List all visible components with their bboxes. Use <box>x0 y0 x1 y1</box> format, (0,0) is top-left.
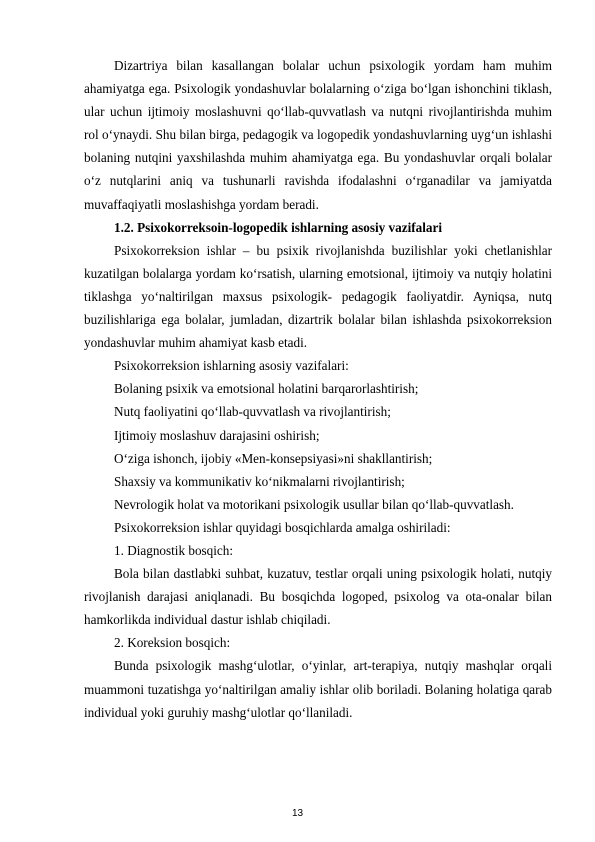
task-item: O‘ziga ishonch, ijobiy «Men-konsepsiyasi»ni shakllantirish; <box>114 450 433 466</box>
stage-1-text: Bola bilan dastlabki suhbat, kuzatuv, testlar orqali uning psixologik holati, nutqiy rivojlanish darajasi aniqlanadi. Bu bosqichda logoped, psixolog va ota-onalar bilan hamkorlikda individual dastur ishlab chiqiladi. <box>84 566 552 628</box>
definition-paragraph: Psixokorreksion ishlar – bu psixik rivojlanishda buzilishlar yoki chetlanishlar kuzatilgan bolalarga yordam ko‘rsatish, ularning emotsional, ijtimoiy va nutqiy holatini tiklashga yo‘naltirilgan maxsus psixologik- pedagogik faoliyatdir. Ayniqsa, nutq buzilishlariga ega bolalar, jumladan, dizartrik bolalar bilan ishlashda psixokorreksion yondashuvlar muhim ahamiyat kasb etadi. <box>84 242 552 351</box>
page-number: 13 <box>291 808 304 819</box>
task-item: Shaxsiy va kommunikativ ko‘nikmalarni rivojlantirish; <box>114 473 405 489</box>
stages-intro: Psixokorreksion ishlar quyidagi bosqichlarda amalga oshiriladi: <box>114 519 451 535</box>
section-heading: 1.2. Psixokorreksoin-logopedik ishlarning asosiy vazifalari <box>114 219 443 235</box>
task-item: Nevrologik holat va motorikani psixologik usullar bilan qo‘llab-quvvatlash. <box>114 496 514 512</box>
page-content <box>84 54 552 724</box>
task-item: Nutq faoliyatini qo‘llab-quvvatlash va rivojlantirish; <box>114 404 391 420</box>
task-item: Ijtimoiy moslashuv darajasini oshirish; <box>114 427 320 443</box>
task-item: Bolaning psixik va emotsional holatini barqarorlashtirish; <box>114 381 419 397</box>
intro-paragraph: Dizartriya bilan kasallangan bolalar uchun psixologik yordam ham muhim ahamiyatga ega. Psixologik yondashuvlar bolalarning o‘ziga bo‘lgan ishonchini tiklash, ular uchun ijtimoiy moslashuvni qo‘llab-quvvatlash va nutqni rivojlantirishda muhim rol o‘ynaydi. Shu bilan birga, pedagogik va logopedik yondashuvlarning uyg‘un ishlashi bolaning nutqini yaxshilashda muhim ahamiyatga ega. Bu yondashuvlar orqali bolalar o‘z nutqlarini aniq va tushunarli ravishda ifodalashni o‘rganadilar va jamiyatda muvaffaqiyatli moslashishga yordam beradi. <box>84 58 552 212</box>
tasks-intro: Psixokorreksion ishlarning asosiy vazifalari: <box>114 358 349 374</box>
stage-1-title: 1. Diagnostik bosqich: <box>114 542 234 558</box>
stage-2-text: Bunda psixologik mashg‘ulotlar, o‘yinlar, art-terapiya, nutqiy mashqlar orqali muammoni tuzatishga yo‘naltirilgan amaliy ishlar olib boriladi. Bolaning holatiga qarab individual yoki guruhiy mashg‘ulotlar qo‘llaniladi. <box>84 658 552 720</box>
stage-2-title: 2. Koreksion bosqich: <box>114 635 231 651</box>
